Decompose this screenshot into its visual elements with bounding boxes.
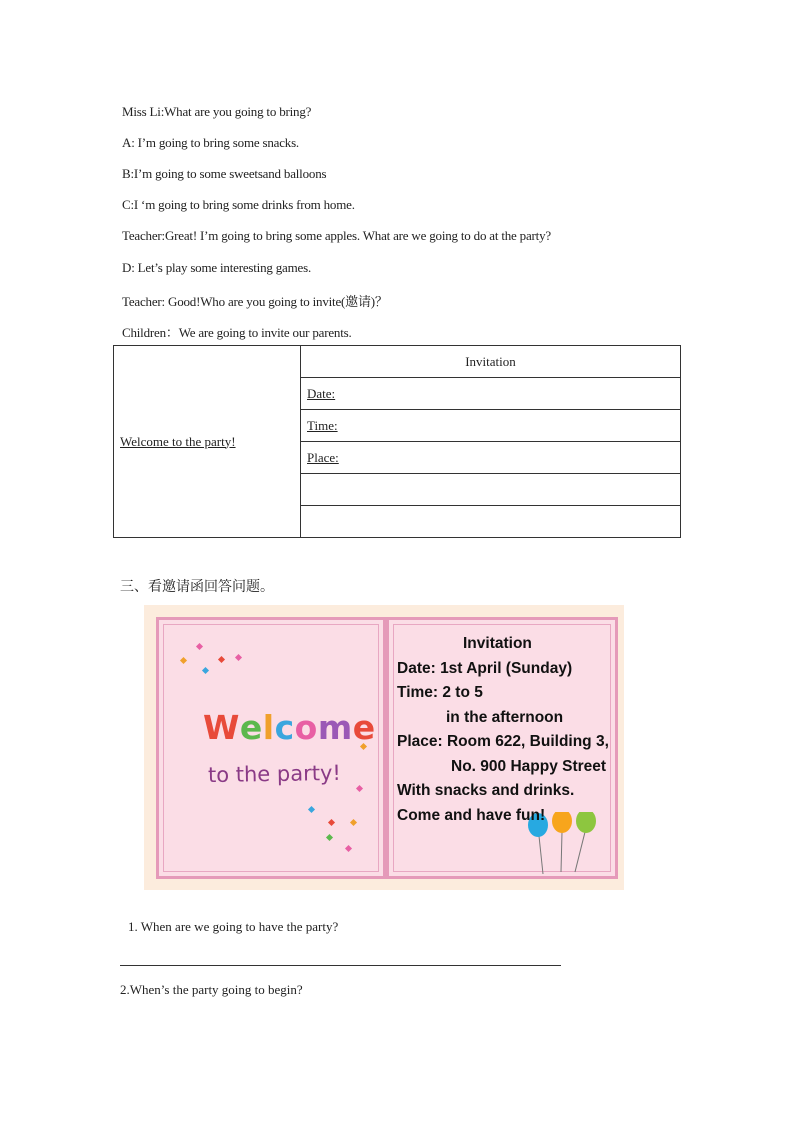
confetti [350,819,357,826]
card-left-panel [156,617,386,879]
confetti [328,819,335,826]
form-welcome-label: Welcome to the party! [120,433,236,449]
form-time-cell[interactable] [301,410,681,442]
confetti [345,845,352,852]
form-date-label: Date: [307,385,336,401]
dialogue-line: B:I’m going to some sweetsand balloons [122,166,327,181]
welcome-letter: l [262,708,275,747]
form-header: Invitation [301,346,681,378]
dialogue-line: Miss Li:What are you going to bring? [122,104,312,119]
confetti [308,806,315,813]
balloon [576,812,596,833]
confetti [326,834,333,841]
welcome-letter: e [352,708,376,747]
dialogue-line: C:I ‘m going to bring some drinks from home. [122,197,355,212]
card-time-cont: in the afternoon [446,709,564,726]
card-snacks: With snacks and drinks. [397,782,575,799]
question-1: 1. When are we going to have the party? [128,919,339,934]
form-date-cell[interactable] [301,378,681,410]
card-place-cont: No. 900 Happy Street [451,758,607,775]
dialogue-line: Teacher: Good!Who are you going to invite(邀请)？ [122,294,388,309]
confetti [235,654,242,661]
welcome-letter: W [203,708,240,747]
confetti [356,785,363,792]
answer-line[interactable] [120,965,561,966]
form-place-label: Place: [307,449,339,465]
section-title: 三、看邀请函回答问题。 [120,579,274,595]
welcome-letter: e [239,708,263,747]
form-place-cell[interactable] [301,442,681,474]
card-subtitle: to the party! [207,760,342,788]
dialogue-line: Children：We are going to invite our parents. [122,325,352,340]
invitation-form-table [113,345,681,538]
card-date: Date: 1st April (Sunday) [397,660,573,677]
question-2: 2.When’s the party going to begin? [120,982,303,997]
dialogue-line: A: I’m going to bring some snacks. [122,135,299,150]
form-left-cell [114,346,301,538]
form-time-label: Time: [307,417,338,433]
confetti [180,657,187,664]
welcome-letter: o [294,708,318,747]
confetti [202,667,209,674]
balloon [552,812,572,833]
dialogue-line: D: Let’s play some interesting games. [122,260,312,275]
confetti [218,656,225,663]
invitation-card-image [144,605,624,890]
confetti [196,643,203,650]
dialogue-line: Teacher:Great! I’m going to bring some apples. What are we going to do at the party? [122,228,551,243]
card-place: Place: Room 622, Building 3, [397,733,609,750]
form-blank-cell[interactable] [301,506,681,538]
welcome-letter: m [317,708,353,747]
card-title: Invitation [463,635,532,652]
form-blank-cell[interactable] [301,474,681,506]
welcome-letter: c [274,708,295,747]
card-welcome-text [203,708,376,747]
card-time: Time: 2 to 5 [397,684,483,701]
card-fun: Come and have fun! [397,807,546,824]
